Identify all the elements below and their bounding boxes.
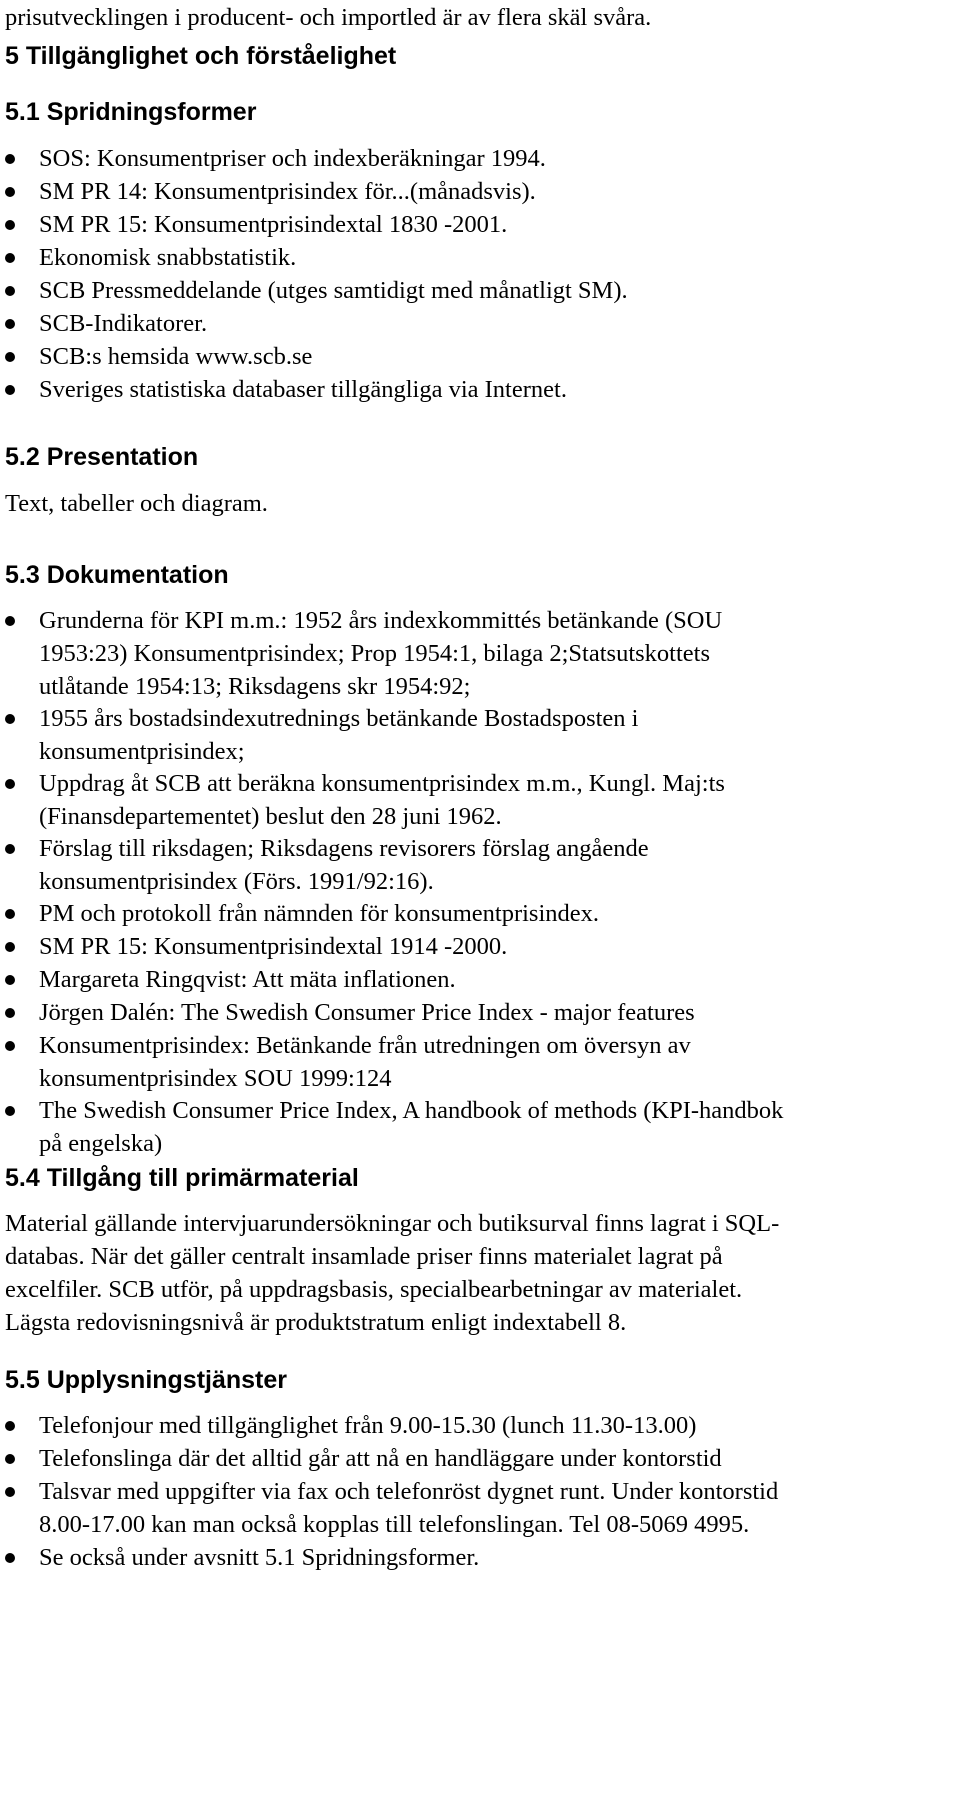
list-item-text: Sveriges statistiska databaser tillgängliga via Internet. (39, 376, 567, 403)
bullet-icon (5, 616, 15, 626)
list-item-text: PM och protokoll från nämnden för konsumentprisindex. (39, 900, 600, 927)
presentation-text: Text, tabeller och diagram. (5, 490, 268, 517)
list-item-text: SM PR 15: Konsumentprisindextal 1914 -2000. (39, 933, 508, 960)
list-item-text: Jörgen Dalén: The Swedish Consumer Price Index - major features (39, 999, 695, 1026)
primary-material-paragraph (5, 1206, 955, 1338)
list-item-text: 1953:23) Konsumentprisindex; Prop 1954:1, bilaga 2;Statsutskottets (39, 640, 710, 667)
list-item-text: Telefonslinga där det alltid går att nå en handläggare under kontorstid (39, 1445, 722, 1472)
list-item-text: konsumentprisindex SOU 1999:124 (39, 1065, 392, 1092)
list-item-text: 8.00-17.00 kan man också kopplas till telefonslingan. Tel 08-5069 4995. (39, 1511, 750, 1538)
list-item-text: Margareta Ringqvist: Att mäta inflationen. (39, 966, 456, 993)
list-item-text: SOS: Konsumentpriser och indexberäkningar 1994. (39, 145, 546, 172)
list-item-text: på engelska) (39, 1130, 163, 1157)
list-item-text: SCB:s hemsida www.scb.se (39, 343, 313, 370)
list-item-text: Telefonjour med tillgänglighet från 9.00-15.30 (lunch 11.30-13.00) (39, 1412, 697, 1439)
list-item-text: SCB Pressmeddelande (utges samtidigt med månatligt SM). (39, 277, 628, 304)
list-item-text: The Swedish Consumer Price Index, A handbook of methods (KPI-handbok (39, 1097, 784, 1124)
bullet-icon (5, 1553, 15, 1563)
heading-5-1: 5.1 Spridningsformer (5, 98, 257, 126)
bullet-icon (5, 779, 15, 789)
heading-5-4: 5.4 Tillgång till primärmaterial (5, 1164, 359, 1192)
bullet-icon (5, 1106, 15, 1116)
list-item-text: Se också under avsnitt 5.1 Spridningsformer. (39, 1544, 480, 1571)
bullet-icon (5, 385, 15, 395)
bullet-icon (5, 1454, 15, 1464)
heading-section-5: 5 Tillgänglighet och förståelighet (5, 42, 397, 70)
list-item-text: utlåtande 1954:13; Riksdagens skr 1954:92; (39, 673, 471, 700)
bullet-icon (5, 1041, 15, 1051)
bullet-icon (5, 253, 15, 263)
paragraph-line: databas. När det gäller centralt insamlade priser finns materialet lagrat på (5, 1243, 723, 1270)
list-item-text: SM PR 14: Konsumentprisindex för...(månadsvis). (39, 178, 536, 205)
heading-5-5: 5.5 Upplysningstjänster (5, 1366, 288, 1394)
paragraph-line: Lägsta redovisningsnivå är produktstratum enligt indextabell 8. (5, 1309, 627, 1336)
list-item-text: konsumentprisindex (Förs. 1991/92:16). (39, 868, 434, 895)
heading-5-3: 5.3 Dokumentation (5, 561, 229, 589)
list-item-text: SCB-Indikatorer. (39, 310, 208, 337)
paragraph-line: Material gällande intervjuarundersökningar och butiksurval finns lagrat i SQL- (5, 1210, 780, 1237)
list-item-text: Ekonomisk snabbstatistik. (39, 244, 297, 271)
bullet-icon (5, 844, 15, 854)
heading-5-2: 5.2 Presentation (5, 443, 199, 471)
intro-line: prisutvecklingen i producent- och importled är av flera skäl svåra. (5, 4, 652, 31)
bullet-icon (5, 714, 15, 724)
paragraph-line: excelfiler. SCB utför, på uppdragsbasis, specialbearbetningar av materialet. (5, 1276, 743, 1303)
bullet-icon (5, 975, 15, 985)
bullet-icon (5, 1421, 15, 1431)
list-item-text: Förslag till riksdagen; Riksdagens revisorers förslag angående (39, 835, 649, 862)
bullet-icon (5, 1487, 15, 1497)
list-item-text: Konsumentprisindex: Betänkande från utredningen om översyn av (39, 1032, 691, 1059)
list-item-text: SM PR 15: Konsumentprisindextal 1830 -2001. (39, 211, 508, 238)
bullet-icon (5, 319, 15, 329)
list-item-text: konsumentprisindex; (39, 738, 245, 765)
list-item-text: Grunderna för KPI m.m.: 1952 års indexkommittés betänkande (SOU (39, 607, 723, 634)
bullet-icon (5, 154, 15, 164)
bullet-icon (5, 187, 15, 197)
list-item-text: (Finansdepartementet) beslut den 28 juni 1962. (39, 803, 502, 830)
list-item-text: 1955 års bostadsindexutrednings betänkande Bostadsposten i (39, 705, 639, 732)
bullet-icon (5, 1008, 15, 1018)
list-item-text: Uppdrag åt SCB att beräkna konsumentprisindex m.m., Kungl. Maj:ts (39, 770, 725, 797)
bullet-icon (5, 220, 15, 230)
bullet-icon (5, 352, 15, 362)
bullet-icon (5, 286, 15, 296)
bullet-icon (5, 909, 15, 919)
list-item-text: Talsvar med uppgifter via fax och telefonröst dygnet runt. Under kontorstid (39, 1478, 779, 1505)
bullet-icon (5, 942, 15, 952)
